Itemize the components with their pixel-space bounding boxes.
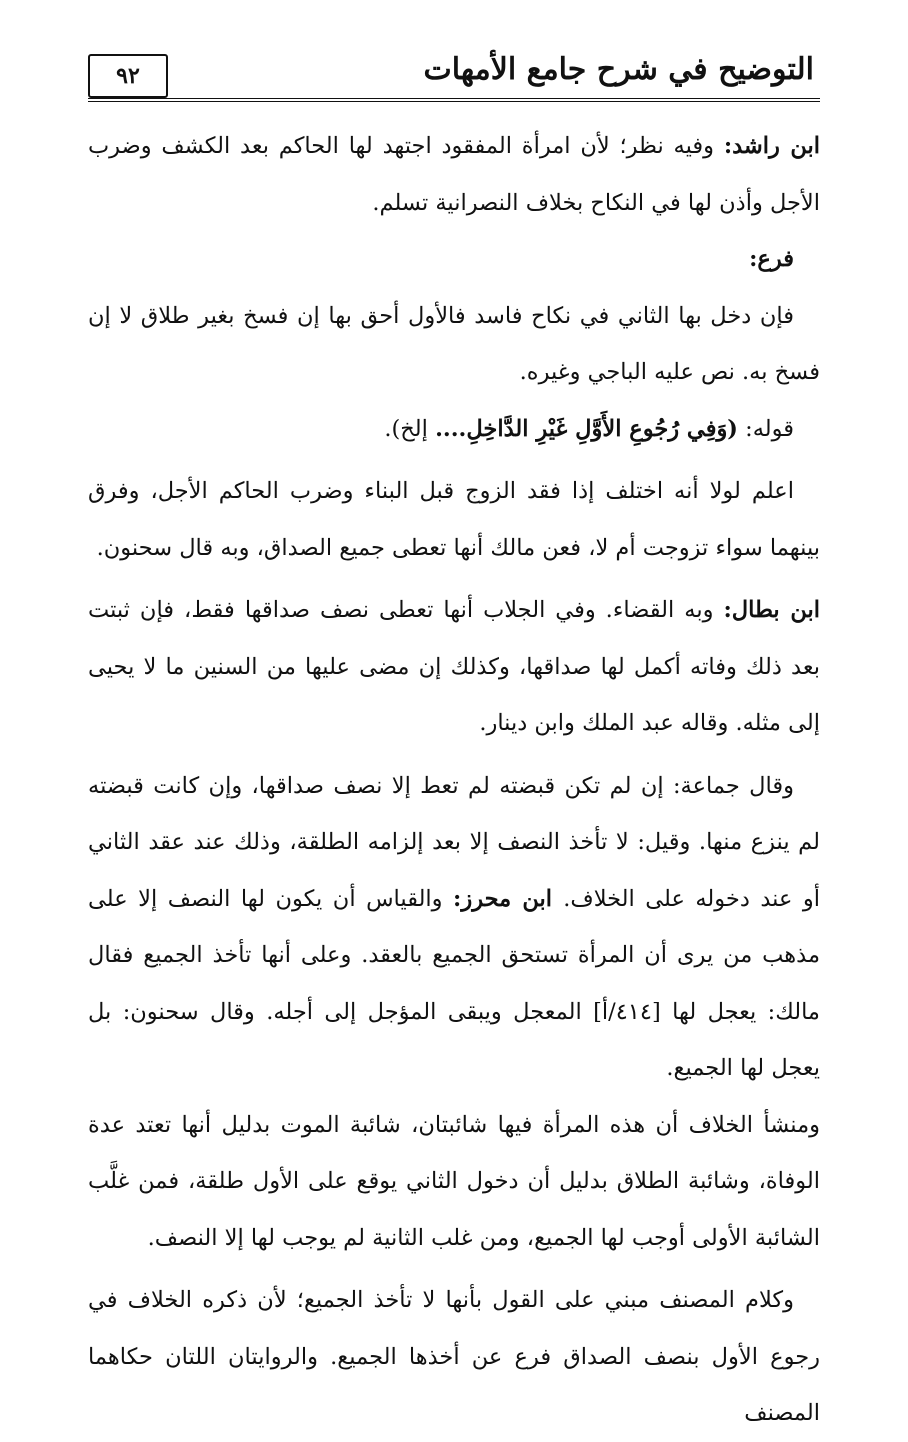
book-title: التوضيح في شرح جامع الأمهات <box>423 52 814 87</box>
quoted-text: (وَفِي رُجُوعِ الأَوَّلِ غَيْرِ الدَّاخِلِ.... <box>435 415 738 442</box>
paragraph-text: فإن دخل بها الثاني في نكاح فاسد فالأول أحق بها إن فسخ بغير طلاق لا إن فسخ به. نص عليه الباجي وغيره. <box>88 302 820 385</box>
page-header <box>88 50 820 102</box>
paragraph-manshaa <box>88 1097 820 1267</box>
paragraph-far-heading <box>88 231 820 288</box>
paragraph-text: وبه القضاء. وفي الجلاب أنها تعطى نصف صداقها فقط، فإن ثبتت بعد ذلك وفاته أكمل لها صداقها، وكذلك إن مضى عليها من السنين ما لا يحيى إلى مثله. وقاله عبد الملك وابن دينار. <box>88 597 820 736</box>
paragraph-text: وقال جماعة: إن لم تكن قبضته لم تعط إلا نصف صداقها، وإن كانت قبضته لم ينزع منها. وقيل: لا تأخذ النصف إلا بعد إلزامه الطلقة، وذلك عند عقد الثاني أو عند دخوله على الخلاف. <box>88 772 820 912</box>
paragraph-jamaa <box>88 758 820 1097</box>
page-number-box <box>88 54 168 98</box>
paragraph-text: إلخ). <box>384 415 436 442</box>
paragraph-text-before: قوله: <box>737 415 794 442</box>
page-body <box>88 118 820 1442</box>
paragraph-fasid-nikah <box>88 288 820 401</box>
page-number: ٩٢ <box>116 63 140 89</box>
paragraph-label: ابن بطال: <box>723 597 820 623</box>
paragraph-qawluhu <box>88 401 820 458</box>
paragraph-text: والقياس أن يكون لها النصف إلا على مذهب من يرى أن المرأة تستحق الجميع بالعقد. وعلى أنها تأخذ الجميع فقال مالك: يعجل لها [٤١٤/أ] المعجل ويبقى المؤجل إلى أجله. وقال سحنون: بل يعجل لها الجميع. <box>88 885 820 1081</box>
paragraph-text: اعلم لولا أنه اختلف إذا فقد الزوج قبل البناء وضرب الحاكم الأجل، وفرق بينهما سواء تزوجت أم لا، فعن مالك أنها تعطى جميع الصداق، وبه قال سحنون. <box>88 478 820 561</box>
paragraph-text: وفيه نظر؛ لأن امرأة المفقود اجتهد لها الحاكم بعد الكشف وضرب الأجل وأذن لها في النكاح بخلاف النصرانية تسلم. <box>88 133 820 216</box>
paragraph-label: ابن راشد: <box>723 133 821 159</box>
paragraph-text: ومنشأ الخلاف أن هذه المرأة فيها شائبتان، شائبة الموت بدليل أنها تعتد عدة الوفاة، وشائبة الطلاق بدليل أن دخول الثاني يوقع على الأول طلقة، فمن غلَّب الشائبة الأولى أوجب لها الجميع، ومن غلب الثانية لم يوجب لها إلا النصف. <box>88 1111 820 1251</box>
paragraph-ibn-battal <box>88 582 820 752</box>
paragraph-text: وكلام المصنف مبني على القول بأنها لا تأخذ الجميع؛ لأن ذكره الخلاف في رجوع الأول بنصف الصداق فرع عن أخذها الجميع. والروايتان اللتان حكاهما المصنف <box>88 1287 820 1426</box>
paragraph-ibn-rashid <box>88 118 820 231</box>
paragraph-kalam-musannif <box>88 1272 820 1442</box>
paragraph-ilam <box>88 463 820 576</box>
section-heading: فرع: <box>749 246 794 272</box>
header-rule <box>88 98 820 102</box>
paragraph-label: ابن محرز: <box>453 885 564 912</box>
